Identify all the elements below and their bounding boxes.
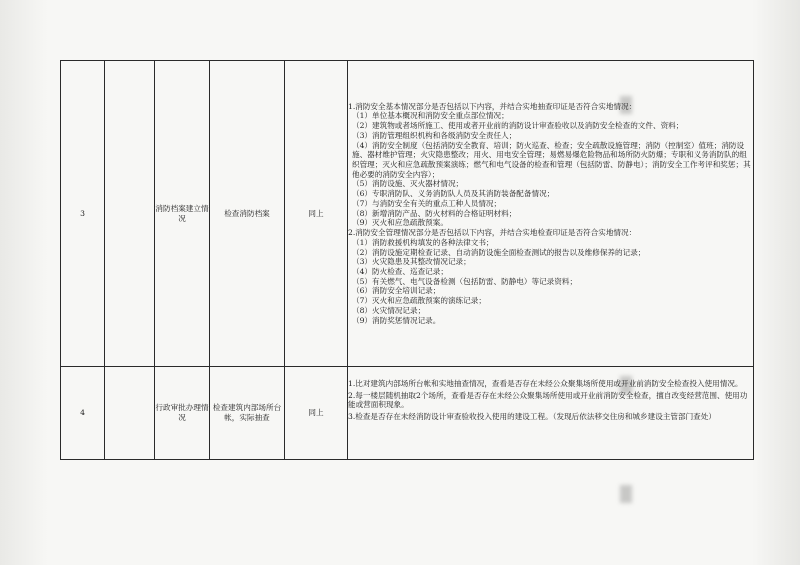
check-basis: 同上 (285, 367, 348, 460)
merged-category-cell (105, 61, 155, 367)
content-line: （1）消防救援机构填发的各种法律文书； (352, 237, 494, 247)
check-item: 消防档案建立情况 (155, 61, 210, 367)
check-content (348, 367, 754, 460)
content-line: （9）消防奖惩情况记录。 (352, 315, 441, 325)
row-number: 3 (61, 61, 105, 367)
content-line: （6）消防安全培训记录； (352, 286, 441, 296)
content-line: （5）有关燃气、电气设备检测（包括防雷、防静电）等记录资料； (352, 276, 578, 286)
table-row (61, 367, 754, 460)
content-line: （4）防火检查、巡查记录； (352, 266, 448, 276)
content-line: （9）灭火和应急疏散预案。 (352, 218, 448, 228)
content-line: 1.消防安全基本情况部分是否包括以下内容，并结合实地抽查印证是否符合实地情况： (348, 101, 637, 111)
content-line: 3.检查是否存在未经消防设计审查验收投入使用的建设工程。（发现后依法移交住房和城乡建设主管部门查处） (348, 412, 716, 422)
content-line: 2.每一楼层随机抽取2个场所，查看是否存在未经公众聚集场所使用或开业前消防安全检查，擅自改变经营范围、使用功能或营面积现象。 (348, 390, 748, 410)
scan-smudge (620, 96, 632, 114)
content-line: （2）建筑物或者场所施工、使用或者开业前的消防设计审查验收以及消防安全检查的文件、资料； (352, 121, 684, 131)
check-method: 检查消防档案 (210, 61, 285, 367)
content-line: （2）消防设施定期检查记录、自动消防设施全面检查测试的报告以及维修保养的记录； (352, 247, 646, 257)
row-number: 4 (61, 367, 105, 460)
scan-smudge (620, 376, 632, 394)
content-line: 2.消防安全管理情况部分是否包括以下内容，并结合实地检查印证是否符合实地情况： (348, 228, 637, 238)
merged-category-cell (105, 367, 155, 460)
content-line: （1）单位基本概况和消防安全重点部位情况； (352, 111, 509, 121)
check-basis: 同上 (285, 61, 348, 367)
content-line: 1.比对建筑内部场所台帐和实地抽查情况，查看是否存在未经公众聚集场所使用或开业前消防安全检查投入使用情况。 (348, 379, 743, 388)
check-method: 检查建筑内部场所台帐，实际抽查 (210, 367, 285, 460)
content-line: （5）消防设施、灭火器材情况； (352, 179, 464, 189)
inspection-table (60, 60, 754, 460)
content-line: （8）新增消防产品、防火材料的合格证明材料； (352, 208, 517, 218)
content-line: （8）火灾情况记录； (352, 305, 426, 315)
content-line: （7）与消防安全有关的重点工种人员情况； (352, 198, 502, 208)
check-content (348, 61, 754, 367)
content-line: （3）火灾隐患及其整改情况记录； (352, 257, 471, 267)
content-line: （3）消防管理组织机构和各级消防安全责任人； (352, 130, 517, 140)
content-line: （7）灭火和应急疏散预案的演练记录； (352, 296, 486, 306)
check-item: 行政审批办理情况 (155, 367, 210, 460)
content-line: （4）消防安全制度（包括消防安全教育、培训；防火巡查、检查；安全疏散设施管理；消防（控制室）值班；消防设施、器材维护管理；火灾隐患整改；用火、用电安全管理；易燃易爆危险物品和场所防火防爆；专职和义务消防队的组织管理；灭火和应急疏散预案演练；燃气和电气设备的检查和管理（包括防雷、防静电）；消防安全工作考评和奖惩；其他必要的消防安全内容）； (352, 140, 751, 179)
scan-smudge (620, 485, 632, 503)
content-line: （6）专职消防队、义务消防队人员及其消防装备配备情况； (352, 189, 555, 199)
table-row (61, 61, 754, 367)
